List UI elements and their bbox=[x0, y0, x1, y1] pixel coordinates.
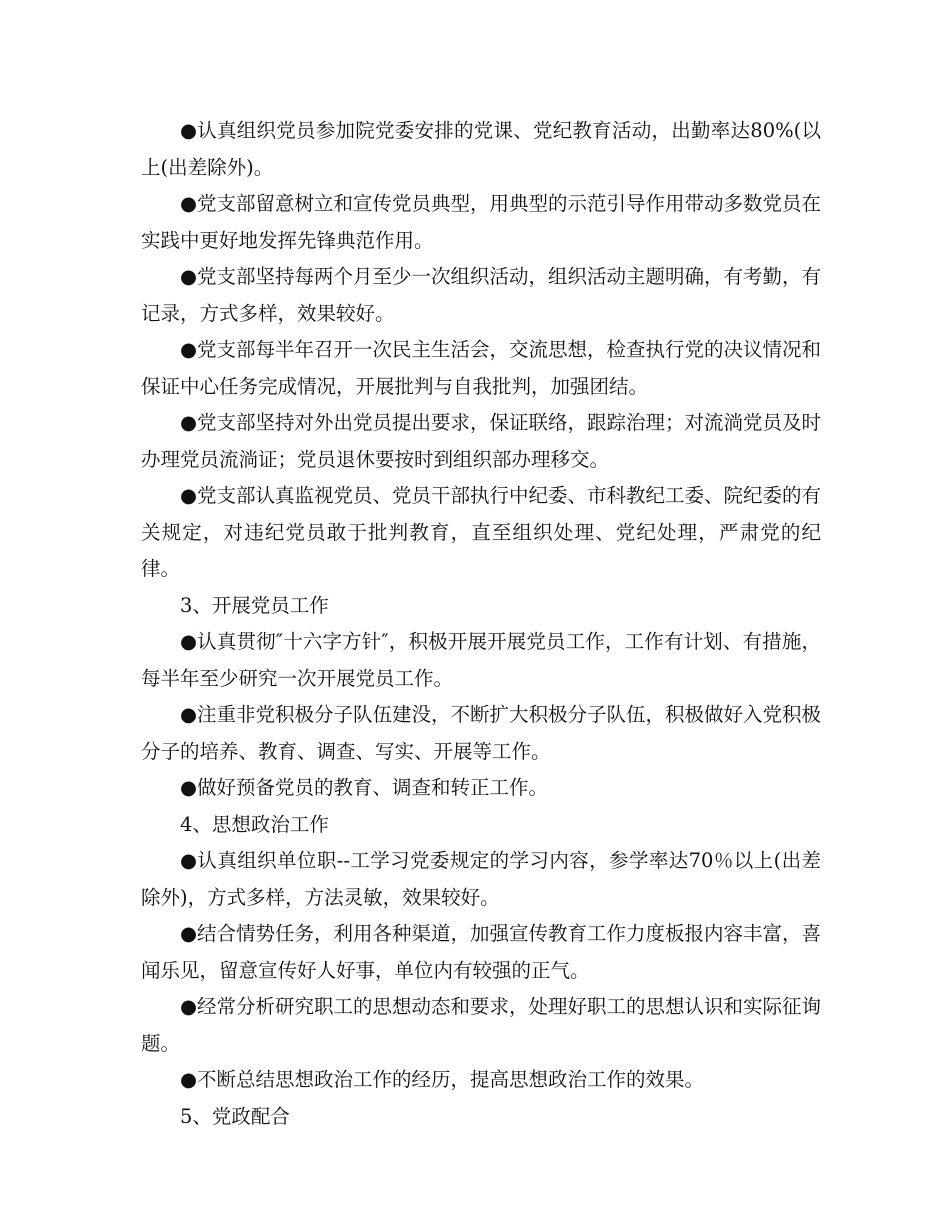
paragraph-5: ●党支部坚持对外出党员提出要求，保证联络，跟踪治理；对流淌党员及时办理党员流淌证；党员退休要按时到组织部办理移交。 bbox=[141, 411, 822, 471]
document-body bbox=[141, 113, 821, 1135]
paragraph-7: ●认真贯彻″十六字方针″，积极开展开展党员工作，工作有计划、有措施，每半年至少研究一次开展党员工作。 bbox=[141, 630, 821, 690]
paragraph-4: ●党支部每半年召开一次民主生活会，交流思想，检查执行党的决议情况和保证中心任务完成情况，开展批判与自我批判，加强团结。 bbox=[141, 338, 822, 398]
paragraph-2: ●党支部留意树立和宣传党员典型，用典型的示范引导作用带动多数党员在实践中更好地发挥先锋典范作用。 bbox=[141, 192, 822, 252]
paragraph-13: ●不断总结思想政治工作的经历，提高思想政治工作的效果。 bbox=[180, 1068, 705, 1091]
paragraph-10: ●认真组织单位职--工学习党委规定的学习内容，参学率达70％以上(出差除外)，方式多样，方法灵敏，效果较好。 bbox=[141, 849, 821, 909]
paragraph-6: ●党支部认真监视党员、党员干部执行中纪委、市科教纪工委、院纪委的有关规定，对违纪党员敢于批判教育，直至组织处理、党纪处理，严肃党的纪律。 bbox=[141, 484, 822, 580]
section-heading-4: 4、思想政治工作 bbox=[180, 812, 329, 836]
paragraph-1: ●认真组织党员参加院党委安排的党课、党纪教育活动，出勤率达80%(以上(出差除外)。 bbox=[141, 119, 821, 179]
paragraph-3: ●党支部坚持每两个月至少一次组织活动，组织活动主题明确，有考勤，有记录，方式多样，效果较好。 bbox=[141, 265, 822, 325]
paragraph-8: ●注重非党积极分子队伍建没，不断扩大积极分子队伍，积极做好入党积极分子的培养、教育、调查、写实、开展等工作。 bbox=[141, 703, 822, 763]
section-heading-3: 3、开展党员工作 bbox=[180, 593, 329, 617]
paragraph-12: ●经常分析研究职工的思想动态和要求，处理好职工的思想认识和实际征询题。 bbox=[141, 995, 822, 1055]
paragraph-11: ●结合情势任务，利用各种渠道，加强宣传教育工作力度板报内容丰富，喜闻乐见，留意宣传好人好事，单位内有较强的正气。 bbox=[141, 922, 822, 982]
paragraph-9: ●做好预备党员的教育、调查和转正工作。 bbox=[180, 776, 549, 799]
section-heading-5: 5、党政配合 bbox=[180, 1104, 290, 1128]
